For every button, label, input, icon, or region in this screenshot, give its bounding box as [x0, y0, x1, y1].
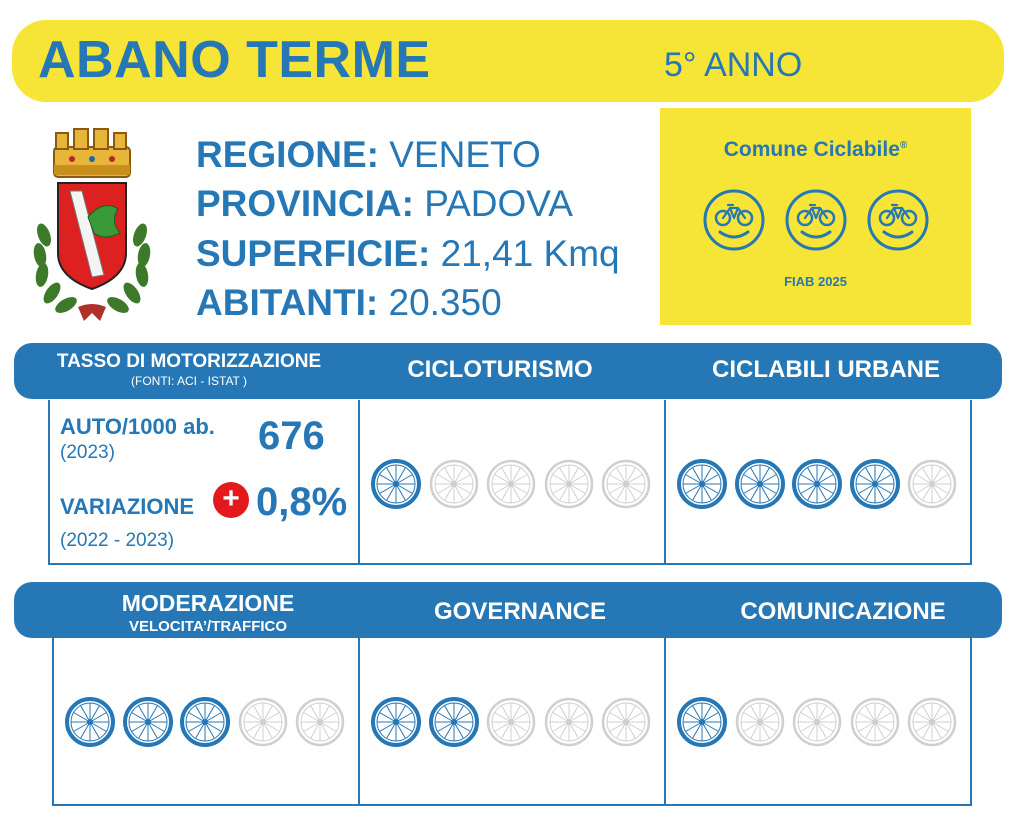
header-moderazione: MODERAZIONE [121, 590, 295, 616]
auto-value: 676 [258, 414, 325, 458]
grid-line [48, 400, 50, 565]
wheel-icon-active [791, 458, 843, 510]
wheel-icon-inactive [600, 696, 652, 748]
city-name: ABANO TERME [38, 31, 431, 89]
grid-line [48, 563, 972, 565]
grid-line [52, 804, 972, 806]
wheel-icon-inactive [734, 696, 786, 748]
variation-label: VARIAZIONE [60, 494, 195, 519]
grid-line [358, 400, 360, 565]
bike-smiley-icon [784, 188, 848, 252]
wheel-icon-active [64, 696, 116, 748]
grid-line [970, 400, 972, 565]
wheel-icon-inactive [600, 458, 652, 510]
header-motorization-sources: (FONTI: ACI - ISTAT ) [131, 374, 247, 388]
wheel-icon-active [734, 458, 786, 510]
wheel-icon-active [122, 696, 174, 748]
variation-period: (2022 - 2023) [60, 530, 175, 551]
header-motorization: TASSO DI MOTORIZZAZIONE [56, 351, 322, 372]
header-cicloturismo: CICLOTURISMO [407, 356, 593, 383]
wheel-icon-inactive [485, 458, 537, 510]
auto-year: (2023) [60, 442, 115, 463]
wheel-icon-inactive [849, 696, 901, 748]
header-moderazione-sub: VELOCITA’/TRAFFICO [128, 618, 288, 635]
abitanti-label: ABITANTI: [196, 282, 379, 323]
edition-label: 5° ANNO [664, 46, 803, 84]
variation-value: 0,8% [256, 480, 348, 524]
plus-icon: + [213, 482, 249, 518]
provincia-label: PROVINCIA: [196, 183, 414, 224]
info-superficie [196, 233, 620, 275]
auto-label: AUTO/1000 ab. [60, 414, 215, 439]
header-governance: GOVERNANCE [433, 598, 607, 625]
superficie-label: SUPERFICIE: [196, 233, 431, 274]
wheel-icon-inactive [791, 696, 843, 748]
info-regione [196, 134, 541, 176]
badge-footer: FIAB 2025 [784, 274, 847, 289]
wheel-icon-inactive [237, 696, 289, 748]
info-provincia [196, 183, 573, 225]
badge-title [660, 138, 971, 162]
wheel-icon-active [676, 696, 728, 748]
wheel-icon-inactive [543, 696, 595, 748]
wheel-icon-active [370, 458, 422, 510]
wheel-icon-active [179, 696, 231, 748]
wheel-icon-inactive [906, 458, 958, 510]
wheel-icon-inactive [294, 696, 346, 748]
grid-line [52, 638, 54, 806]
registered-mark: ® [899, 140, 908, 151]
wheel-icon-active [849, 458, 901, 510]
provincia-value: PADOVA [424, 183, 573, 224]
header-comunicazione: COMUNICAZIONE [740, 598, 946, 625]
grid-line [664, 638, 666, 806]
wheel-icon-active [676, 458, 728, 510]
bike-smiley-icon [702, 188, 766, 252]
wheel-icon-inactive [428, 458, 480, 510]
wheel-icon-inactive [906, 696, 958, 748]
grid-line [664, 400, 666, 565]
superficie-value: 21,41 Kmq [440, 233, 620, 274]
bike-smiley-icon [866, 188, 930, 252]
wheel-icon-active [428, 696, 480, 748]
grid-line [970, 638, 972, 806]
abitanti-value: 20.350 [388, 282, 502, 323]
grid-line [358, 638, 360, 806]
wheel-icon-inactive [485, 696, 537, 748]
wheel-icon-inactive [543, 458, 595, 510]
info-abitanti [196, 282, 502, 324]
coat-of-arms-icon [22, 125, 162, 335]
header-ciclabili-urbane: CICLABILI URBANE [712, 356, 940, 383]
regione-label: REGIONE: [196, 134, 379, 175]
regione-value: VENETO [389, 134, 541, 175]
wheel-icon-active [370, 696, 422, 748]
badge-title-text: Comune Ciclabile [723, 138, 900, 161]
